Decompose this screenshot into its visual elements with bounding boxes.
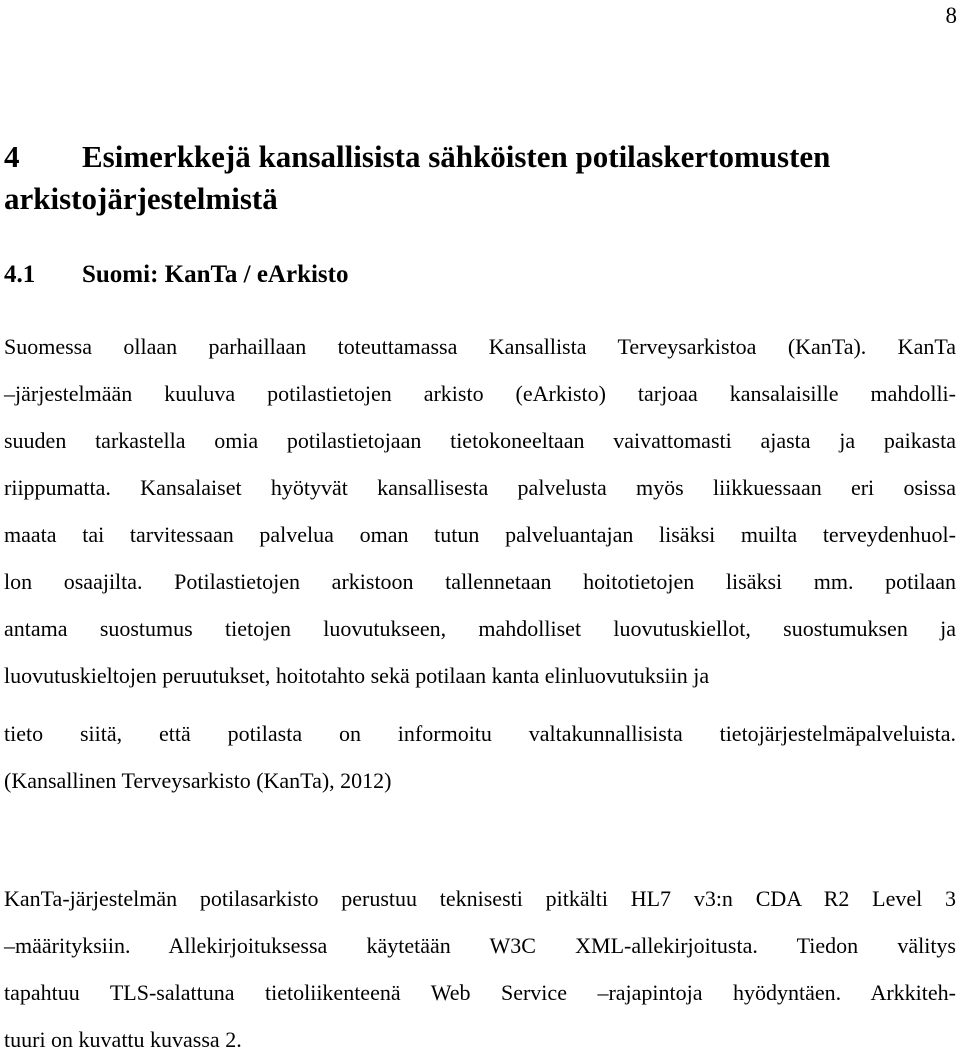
paragraph-kanta-technical [4, 875, 956, 1063]
text-line: suuden tarkastella omia potilastietojaan tietokoneeltaan vaivattomasti ajasta ja paikasta [4, 428, 956, 453]
chapter-heading [4, 136, 944, 220]
citation-line: (Kansallinen Terveysarkisto (KanTa), 2012) [4, 768, 392, 793]
text-line: tapahtuu TLS-salattuna tietoliikenteenä Web Service –rajapintoja hyödyntäen. Arkkiteh- [4, 980, 956, 1005]
text-line: luovutuskieltojen peruutukset, hoitotahto sekä potilaan kanta elinluovutuksiin ja [4, 663, 710, 688]
section-number: 4.1 [4, 261, 36, 288]
chapter-number: 4 [4, 139, 20, 174]
text-line: KanTa-järjestelmän potilasarkisto perustuu teknisesti pitkälti HL7 v3:n CDA R2 Level 3 [4, 886, 956, 911]
text-line: tieto siitä, että potilasta on informoitu valtakunnallisista tietojärjestelmäpalveluista. [4, 721, 956, 746]
text-line: antama suostumus tietojen luovutukseen, mahdolliset luovutuskiellot, suostumuksen ja [4, 616, 956, 641]
text-line: lon osaajilta. Potilastietojen arkistoon tallennetaan hoitotietojen lisäksi mm. potilaan [4, 569, 956, 594]
text-line: riippumatta. Kansalaiset hyötyvät kansallisesta palvelusta myös liikkuessaan eri osissa [4, 475, 956, 500]
section-title: Suomi: KanTa / eArkisto [82, 261, 349, 288]
text-line: Suomessa ollaan parhaillaan toteuttamassa Kansallista Terveysarkistoa (KanTa). KanTa [4, 334, 956, 359]
chapter-title-continued: arkistojärjestelmistä [4, 181, 278, 216]
chapter-title: Esimerkkejä kansallisista sähköisten potilaskertomusten [82, 139, 831, 174]
text-line: maata tai tarvitessaan palvelua oman tutun palveluantajan lisäksi muilta terveydenhuol- [4, 522, 956, 547]
page-number: 8 [945, 3, 957, 28]
text-line: –määrityksiin. Allekirjoituksessa käytetään W3C XML-allekirjoitusta. Tiedon välitys [4, 933, 956, 958]
text-line: –järjestelmään kuuluva potilastietojen arkisto (eArkisto) tarjoaa kansalaisille mahdolli- [4, 381, 956, 406]
paragraph-kanta-intro [4, 323, 956, 804]
text-line: tuuri on kuvattu kuvassa 2. [4, 1027, 242, 1052]
section-heading [4, 259, 348, 291]
